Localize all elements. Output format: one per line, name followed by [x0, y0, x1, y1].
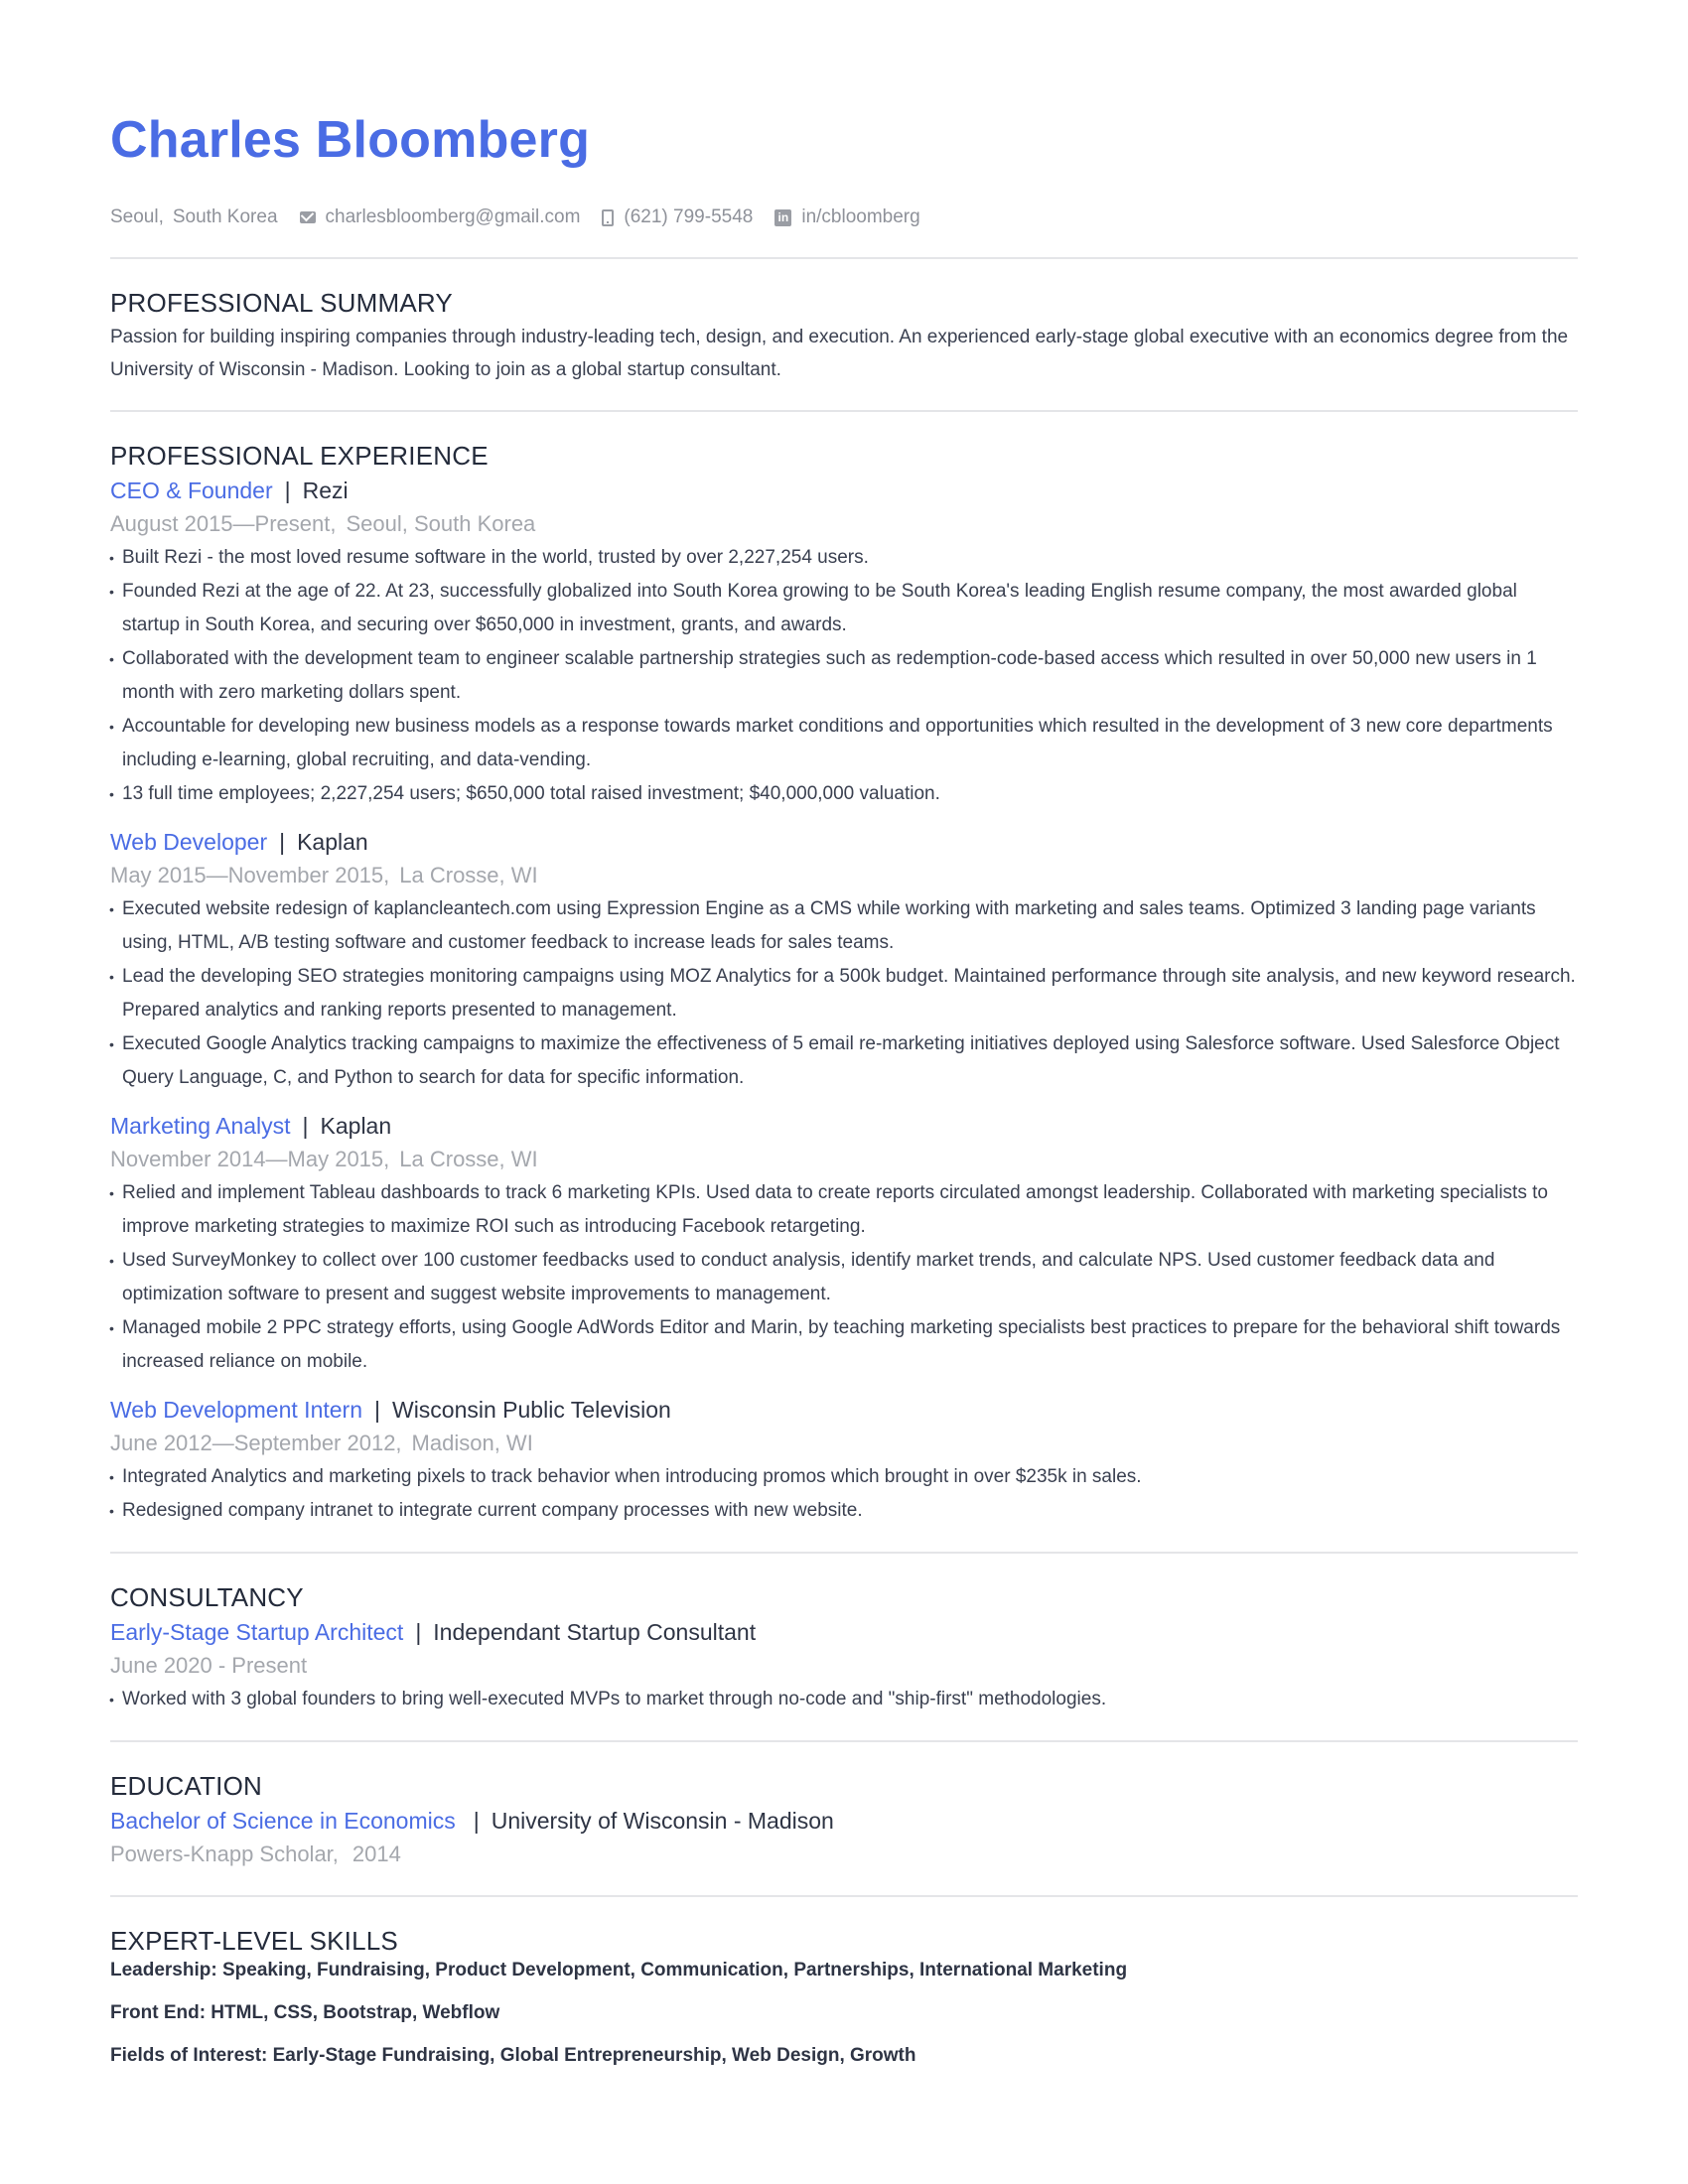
- job-company: Wisconsin Public Television: [391, 1397, 671, 1423]
- job-heading: Marketing Analyst | Kaplan: [110, 1113, 392, 1139]
- bullet-item: • Lead the developing SEO strategies monitoring campaigns using MOZ Analytics for a 500k budget. Maintained performance through site analysis, and new keyword research. Prepared analytics and ranking reports presented to management.: [110, 960, 1578, 1027]
- skill-line: Fields of Interest: Early-Stage Fundraising, Global Entrepreneurship, Web Design, Growth: [110, 2045, 916, 2066]
- contact-location: [110, 206, 278, 228]
- contact-linkedin[interactable]: [774, 206, 919, 228]
- skill-line: Front End: HTML, CSS, Bootstrap, Webflow: [110, 2002, 500, 2023]
- candidate-name: Charles Bloomberg: [110, 111, 591, 169]
- job-company: Kaplan: [320, 1113, 392, 1139]
- skills-title: EXPERT-LEVEL SKILLS: [110, 1926, 398, 1956]
- education-degree: Bachelor of Science in Economics: [110, 1808, 456, 1834]
- consultancy-section: [110, 1554, 1578, 1740]
- consultancy-role: Early-Stage Startup Architect: [110, 1619, 404, 1645]
- job-company: Rezi: [302, 478, 349, 503]
- bullet-item: • Worked with 3 global founders to bring well-executed MVPs to market through no-code and "ship-first" methodologies.: [110, 1683, 1578, 1716]
- bullet-item: • 13 full time employees; 2,227,254 users; $650,000 total raised investment; $40,000,000 valuation.: [110, 777, 1578, 811]
- bullet-item: • Executed website redesign of kaplancleantech.com using Expression Engine as a CMS while working with marketing and sales teams. Optimized 3 landing page variants using, HTML, A/B testing software and customer feedback to increase leads for sales teams.: [110, 892, 1578, 960]
- job-company: Kaplan: [297, 829, 368, 855]
- skill-line: Leadership: Speaking, Fundraising, Product Development, Communication, Partnerships, International Marketing: [110, 1960, 1128, 1980]
- bullet-item: • Founded Rezi at the age of 22. At 23, successfully globalized into South Korea growing to be South Korea's leading English resume company, the most awarded global startup in South Korea, and securing over $650,000 in investment, grants, and awards.: [110, 575, 1578, 642]
- education-section: [110, 1742, 1578, 1895]
- summary-section: [110, 259, 1578, 410]
- job-bullets: [110, 892, 1578, 1095]
- job-meta: [110, 1143, 1578, 1176]
- contact-email[interactable]: [300, 206, 581, 228]
- skills-section: [110, 1897, 1578, 2092]
- phone-icon: [602, 209, 614, 226]
- job-location: La Crosse, WI: [399, 863, 538, 887]
- job-role: Marketing Analyst: [110, 1113, 291, 1139]
- bullet-item: • Collaborated with the development team to engineer scalable partnership strategies such as redemption-code-based access which resulted in over 50,000 new users in 1 month with zero marketing dollars spent.: [110, 642, 1578, 710]
- job-bullets: [110, 541, 1578, 811]
- job-entry: [110, 1109, 1578, 1379]
- education-year: 2014: [352, 1842, 401, 1866]
- bullet-item: • Built Rezi - the most loved resume software in the world, trusted by over 2,227,254 users.: [110, 541, 1578, 575]
- experience-section: [110, 412, 1578, 1552]
- job-entry: [110, 825, 1578, 1095]
- mail-icon: [300, 211, 316, 223]
- job-dates: June 2012—September 2012,: [110, 1431, 402, 1455]
- contact-phone: [602, 206, 753, 228]
- phone-text: (621) 799-5548: [624, 206, 754, 227]
- job-dates: August 2015—Present,: [110, 511, 337, 536]
- job-heading: Web Developer | Kaplan: [110, 829, 368, 855]
- job-bullets: [110, 1176, 1578, 1379]
- linkedin-icon: in: [774, 209, 791, 226]
- job-dates: November 2014—May 2015,: [110, 1147, 390, 1171]
- job-location: Madison, WI: [411, 1431, 533, 1455]
- job-bullets: [110, 1460, 1578, 1528]
- job-role: CEO & Founder: [110, 478, 273, 503]
- email-text[interactable]: charlesbloomberg@gmail.com: [325, 206, 581, 227]
- summary-title: PROFESSIONAL SUMMARY: [110, 288, 453, 318]
- linkedin-text[interactable]: in/cbloomberg: [801, 206, 920, 227]
- job-meta: [110, 859, 1578, 892]
- summary-text: Passion for building inspiring companies through industry-leading tech, design, and execution. An experienced early-stage global executive with an economics degree from the University of Wisconsin - Madison. Looking to join as a global startup consultant.: [110, 327, 1569, 380]
- education-meta: [110, 1838, 1578, 1871]
- location-country: South Korea: [172, 206, 278, 227]
- education-honor: Powers-Knapp Scholar,: [110, 1842, 339, 1866]
- job-role: Web Development Intern: [110, 1397, 362, 1423]
- job-location: La Crosse, WI: [399, 1147, 538, 1171]
- bullet-item: • Managed mobile 2 PPC strategy efforts, using Google AdWords Editor and Marin, by teaching marketing specialists best practices to prepare for the behavioral shift towards increased reliance on mobile.: [110, 1311, 1578, 1379]
- job-heading: CEO & Founder | Rezi: [110, 478, 349, 503]
- consultancy-heading: Early-Stage Startup Architect | Independant Startup Consultant: [110, 1619, 757, 1645]
- job-dates: May 2015—November 2015,: [110, 863, 390, 887]
- consultancy-bullets: [110, 1683, 1578, 1716]
- consultancy-title: CONSULTANCY: [110, 1582, 304, 1612]
- job-entry: [110, 1393, 1578, 1528]
- location-city: Seoul,: [110, 206, 164, 227]
- consultancy-company: Independant Startup Consultant: [433, 1619, 757, 1645]
- bullet-item: • Executed Google Analytics tracking campaigns to maximize the effectiveness of 5 email re-marketing initiatives deployed using Salesforce software. Used Salesforce Object Query Language, C, and Python to search for data for specific information.: [110, 1027, 1578, 1095]
- education-heading: Bachelor of Science in Economics | University of Wisconsin - Madison: [110, 1808, 834, 1834]
- contact-bar: [110, 205, 1578, 230]
- experience-title: PROFESSIONAL EXPERIENCE: [110, 441, 489, 471]
- job-location: Seoul, South Korea: [346, 511, 536, 536]
- job-role: Web Developer: [110, 829, 268, 855]
- bullet-item: • Integrated Analytics and marketing pixels to track behavior when introducing promos which brought in over $235k in sales.: [110, 1460, 1578, 1494]
- job-meta: [110, 507, 1578, 541]
- job-entry: [110, 474, 1578, 811]
- bullet-item: • Redesigned company intranet to integrate current company processes with new website.: [110, 1494, 1578, 1528]
- education-title: EDUCATION: [110, 1771, 262, 1801]
- bullet-item: • Relied and implement Tableau dashboards to track 6 marketing KPIs. Used data to create reports circulated amongst leadership. Collaborated with marketing specialists to improve marketing strategies to maximize ROI such as introducing Facebook retargeting.: [110, 1176, 1578, 1244]
- skills-list: [110, 1959, 1578, 2068]
- bullet-item: • Accountable for developing new business models as a response towards market conditions and opportunities which resulted in the development of 3 new core departments including e-learning, global recruiting, and data-vending.: [110, 710, 1578, 777]
- job-meta: [110, 1427, 1578, 1460]
- education-school: University of Wisconsin - Madison: [491, 1808, 834, 1834]
- bullet-item: • Used SurveyMonkey to collect over 100 customer feedbacks used to conduct analysis, identify market trends, and calculate NPS. Used customer feedback data and optimization software to present and suggest website improvements to management.: [110, 1244, 1578, 1311]
- job-heading: Web Development Intern | Wisconsin Public Television: [110, 1397, 671, 1423]
- consultancy-dates: June 2020 - Present: [110, 1653, 308, 1678]
